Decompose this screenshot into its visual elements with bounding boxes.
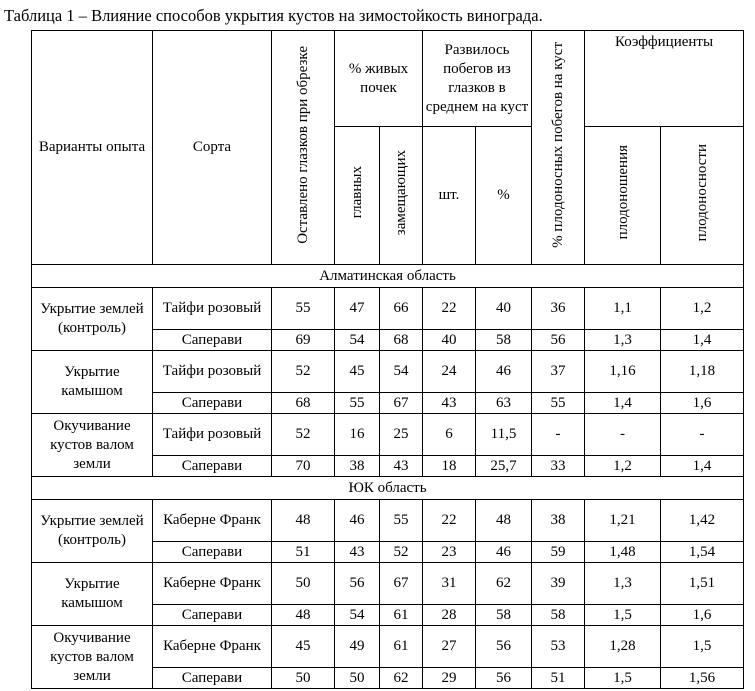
value-cell: 66 — [380, 288, 423, 330]
value-cell: 1,51 — [661, 563, 744, 605]
variant-cell: Укрытие камышом — [32, 563, 153, 626]
header-sort: Сорта — [153, 31, 272, 265]
value-cell: 52 — [380, 542, 423, 563]
header-coefficients: Коэффициенты — [585, 31, 744, 127]
sort-cell: Саперави — [153, 330, 272, 351]
table-row — [32, 351, 744, 393]
value-cell: 25,7 — [476, 456, 532, 477]
header-fruitfulness: плодоносности — [661, 127, 744, 265]
value-cell: 61 — [380, 605, 423, 626]
value-cell: 1,5 — [661, 626, 744, 668]
sort-cell: Каберне Франк — [153, 563, 272, 605]
variant-cell: Укрытие землей (контроль) — [32, 288, 153, 351]
value-cell: 50 — [335, 668, 380, 689]
table-row — [32, 626, 744, 668]
section-title: Алматинская область — [32, 265, 744, 288]
value-cell: 62 — [380, 668, 423, 689]
sort-cell: Саперави — [153, 542, 272, 563]
value-cell: 54 — [335, 330, 380, 351]
value-cell: 1,4 — [661, 456, 744, 477]
value-cell: 67 — [380, 393, 423, 414]
value-cell: 55 — [532, 393, 585, 414]
variant-cell: Укрытие камышом — [32, 351, 153, 414]
value-cell: 1,4 — [585, 393, 661, 414]
value-cell: 56 — [476, 626, 532, 668]
value-cell: 48 — [272, 500, 335, 542]
value-cell: 55 — [380, 500, 423, 542]
value-cell: 67 — [380, 563, 423, 605]
value-cell: 52 — [272, 351, 335, 393]
value-cell: 1,3 — [585, 330, 661, 351]
value-cell: 45 — [335, 351, 380, 393]
value-cell: 46 — [476, 542, 532, 563]
value-cell: 50 — [272, 668, 335, 689]
value-cell: 1,6 — [661, 605, 744, 626]
value-cell: 48 — [476, 500, 532, 542]
sort-cell: Саперави — [153, 456, 272, 477]
value-cell: 51 — [272, 542, 335, 563]
header-percent: % — [476, 127, 532, 265]
value-cell: 6 — [423, 414, 476, 456]
header-main-buds: главных — [335, 127, 380, 265]
value-cell: 1,56 — [661, 668, 744, 689]
value-cell: 16 — [335, 414, 380, 456]
value-cell: 49 — [335, 626, 380, 668]
value-cell: 1,4 — [661, 330, 744, 351]
value-cell: 68 — [380, 330, 423, 351]
table-row — [32, 288, 744, 330]
sort-cell: Саперави — [153, 605, 272, 626]
sort-cell: Саперави — [153, 393, 272, 414]
variant-cell: Окучивание кустов валом земли — [32, 626, 153, 689]
table-row — [32, 500, 744, 542]
value-cell: 1,54 — [661, 542, 744, 563]
value-cell: 29 — [423, 668, 476, 689]
value-cell: 43 — [423, 393, 476, 414]
header-fruit-bearing: плодоношения — [585, 127, 661, 265]
value-cell: 39 — [532, 563, 585, 605]
value-cell: - — [585, 414, 661, 456]
value-cell: 62 — [476, 563, 532, 605]
value-cell: - — [661, 414, 744, 456]
value-cell: 58 — [532, 605, 585, 626]
value-cell: 1,21 — [585, 500, 661, 542]
sort-cell: Тайфи розовый — [153, 351, 272, 393]
value-cell: 1,6 — [661, 393, 744, 414]
header-pcs: шт. — [423, 127, 476, 265]
table-row — [32, 414, 744, 456]
value-cell: 54 — [335, 605, 380, 626]
value-cell: 1,42 — [661, 500, 744, 542]
value-cell: 43 — [380, 456, 423, 477]
header-live-buds: % живых почек — [335, 31, 423, 127]
value-cell: 43 — [335, 542, 380, 563]
sort-cell: Тайфи розовый — [153, 288, 272, 330]
value-cell: 61 — [380, 626, 423, 668]
value-cell: 38 — [532, 500, 585, 542]
value-cell: 1,5 — [585, 668, 661, 689]
value-cell: 52 — [272, 414, 335, 456]
value-cell: 18 — [423, 456, 476, 477]
header-eyes-left: Оставлено глазков при обрезке — [272, 31, 335, 265]
value-cell: 1,16 — [585, 351, 661, 393]
value-cell: 47 — [335, 288, 380, 330]
header-variants: Варианты опыта — [32, 31, 153, 265]
value-cell: 28 — [423, 605, 476, 626]
value-cell: 50 — [272, 563, 335, 605]
value-cell: 53 — [532, 626, 585, 668]
value-cell: 40 — [476, 288, 532, 330]
value-cell: 37 — [532, 351, 585, 393]
header-fruitful-shoots: % плодоносных побегов на куст — [532, 31, 585, 265]
value-cell: 58 — [476, 605, 532, 626]
value-cell: 24 — [423, 351, 476, 393]
value-cell: 54 — [380, 351, 423, 393]
value-cell: 11,5 — [476, 414, 532, 456]
value-cell: 1,1 — [585, 288, 661, 330]
variant-cell: Окучивание кустов валом земли — [32, 414, 153, 477]
value-cell: 40 — [423, 330, 476, 351]
value-cell: 36 — [532, 288, 585, 330]
value-cell: - — [532, 414, 585, 456]
variant-cell: Укрытие землей (контроль) — [32, 500, 153, 563]
value-cell: 51 — [532, 668, 585, 689]
value-cell: 38 — [335, 456, 380, 477]
table-row — [32, 563, 744, 605]
value-cell: 25 — [380, 414, 423, 456]
value-cell: 55 — [335, 393, 380, 414]
value-cell: 45 — [272, 626, 335, 668]
value-cell: 27 — [423, 626, 476, 668]
value-cell: 46 — [476, 351, 532, 393]
value-cell: 1,48 — [585, 542, 661, 563]
value-cell: 1,5 — [585, 605, 661, 626]
sort-cell: Каберне Франк — [153, 500, 272, 542]
header-shoots-developed: Развилось побегов из глазков в среднем на куст — [423, 31, 532, 127]
table-caption: Таблица 1 – Влияние способов укрытия кустов на зимостойкость винограда. — [4, 6, 543, 25]
value-cell: 1,3 — [585, 563, 661, 605]
value-cell: 22 — [423, 288, 476, 330]
value-cell: 58 — [476, 330, 532, 351]
winter-hardiness-table — [31, 30, 744, 689]
sort-cell: Каберне Франк — [153, 626, 272, 668]
value-cell: 1,18 — [661, 351, 744, 393]
value-cell: 46 — [335, 500, 380, 542]
sort-cell: Саперави — [153, 668, 272, 689]
section-title: ЮК область — [32, 477, 744, 500]
value-cell: 70 — [272, 456, 335, 477]
value-cell: 56 — [532, 330, 585, 351]
value-cell: 55 — [272, 288, 335, 330]
value-cell: 22 — [423, 500, 476, 542]
value-cell: 68 — [272, 393, 335, 414]
value-cell: 56 — [476, 668, 532, 689]
value-cell: 1,28 — [585, 626, 661, 668]
value-cell: 48 — [272, 605, 335, 626]
value-cell: 1,2 — [585, 456, 661, 477]
value-cell: 63 — [476, 393, 532, 414]
value-cell: 1,2 — [661, 288, 744, 330]
value-cell: 59 — [532, 542, 585, 563]
value-cell: 23 — [423, 542, 476, 563]
value-cell: 33 — [532, 456, 585, 477]
value-cell: 31 — [423, 563, 476, 605]
sort-cell: Тайфи розовый — [153, 414, 272, 456]
value-cell: 69 — [272, 330, 335, 351]
value-cell: 56 — [335, 563, 380, 605]
header-replacing-buds: замещающих — [380, 127, 423, 265]
